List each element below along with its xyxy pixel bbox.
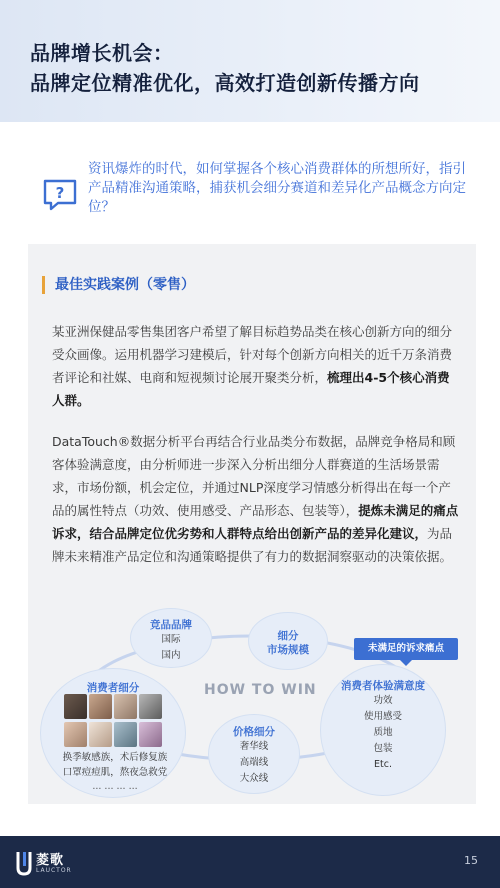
p1-highlight: 梳理出4-5个核心消费人群。 <box>52 370 450 408</box>
price-item: 奢华线 <box>239 741 269 752</box>
p2-text-a: DataTouch®数据分析平台再结合行业品类分布数据，品牌竞争格局和顾客体验满意度，由分析师进一步深入分析出细分人群赛道的生活场景需求，市场份额，机会定位，并通过NLP深度学习情感分析得出在每一个产品的属性特点（功效、使用感受、产品形态、包装等）， <box>52 434 456 518</box>
satisfaction-item: 使用感受 <box>363 711 402 722</box>
consumer-photo <box>89 694 112 719</box>
consumer-segment-line: 换季敏感族，术后修复族 <box>62 752 168 763</box>
pain-point-tag: 未满足的诉求痛点 <box>354 638 458 660</box>
page-header <box>0 0 500 122</box>
consumer-photo <box>139 694 162 719</box>
p2-text-b: 为品牌未来精准产品定位和沟通策略提供了有力的数据洞察驱动的决策依据。 <box>52 526 453 564</box>
price-item: 高端线 <box>239 757 269 768</box>
brand-name-cn: 菱歌 <box>36 853 65 868</box>
consumer-segment-line: ... ... ... ... <box>92 781 138 792</box>
competitive-brand-item: 国际 <box>161 634 181 645</box>
price-item: 大众线 <box>239 773 269 784</box>
case-paragraph-2 <box>52 430 462 568</box>
satisfaction-title: 消费者体验满意度 <box>341 680 425 692</box>
consumer-photo-grid <box>64 694 162 748</box>
consumer-segment-line: 口罩痘痘肌，熬夜急救党 <box>62 767 168 778</box>
how-to-win-label: HOW TO WIN <box>204 682 317 698</box>
key-question <box>38 160 478 220</box>
case-paragraph-1 <box>52 320 462 412</box>
satisfaction-bubble <box>320 664 446 796</box>
market-title: 细分 <box>277 630 299 642</box>
price-title: 价格细分 <box>233 726 275 738</box>
consumer-photo <box>64 722 87 747</box>
satisfaction-item: 功效 <box>373 695 393 706</box>
consumer-photo <box>114 694 137 719</box>
question-text: 资讯爆炸的时代，如何掌握各个核心消费群体的所想所好，指引产品精准沟通策略，捕获机会细分赛道和差异化产品概念方向定位？ <box>88 161 466 215</box>
consumer-photo <box>114 722 137 747</box>
page-title-line1: 品牌增长机会： <box>30 41 174 65</box>
svg-text:?: ? <box>55 184 65 202</box>
how-to-win-diagram <box>28 604 476 804</box>
p2-highlight: 提炼未满足的痛点诉求，结合品牌定位优劣势和人群特点给出创新产品的差异化建议， <box>52 503 459 541</box>
competitive-brand-title: 竞品品牌 <box>150 619 192 631</box>
consumer-photo <box>64 694 87 719</box>
market-size-bubble <box>248 612 328 670</box>
consumer-segment-title: 消费者细分 <box>86 682 140 694</box>
case-title: 最佳实践案例（零售） <box>42 276 195 294</box>
price-segment-bubble <box>208 714 300 794</box>
consumer-photo <box>139 722 162 747</box>
market-title2: 市场规模 <box>267 644 309 656</box>
competitive-brand-item: 国内 <box>161 650 181 661</box>
brand-name-en: LAUCTOR <box>36 867 72 874</box>
p1-text: 某亚洲保健品零售集团客户希望了解目标趋势品类在核心创新方向的细分受众画像。运用机器学习建模后，针对每个创新方向相关的近千万条消费者评论和社媒、电商和短视频讨论展开聚类分析， <box>52 324 453 385</box>
competitive-brand-bubble <box>130 608 212 668</box>
question-bubble-icon <box>42 178 78 212</box>
satisfaction-item: Etc. <box>374 759 392 770</box>
consumer-photo <box>89 722 112 747</box>
page-number: 15 <box>464 854 478 867</box>
brand-logo-icon <box>16 850 32 876</box>
page-footer <box>0 836 500 888</box>
page-title-line2: 品牌定位精准优化，高效打造创新传播方向 <box>30 71 420 95</box>
satisfaction-item: 质地 <box>373 727 393 738</box>
satisfaction-item: 包装 <box>373 743 393 754</box>
